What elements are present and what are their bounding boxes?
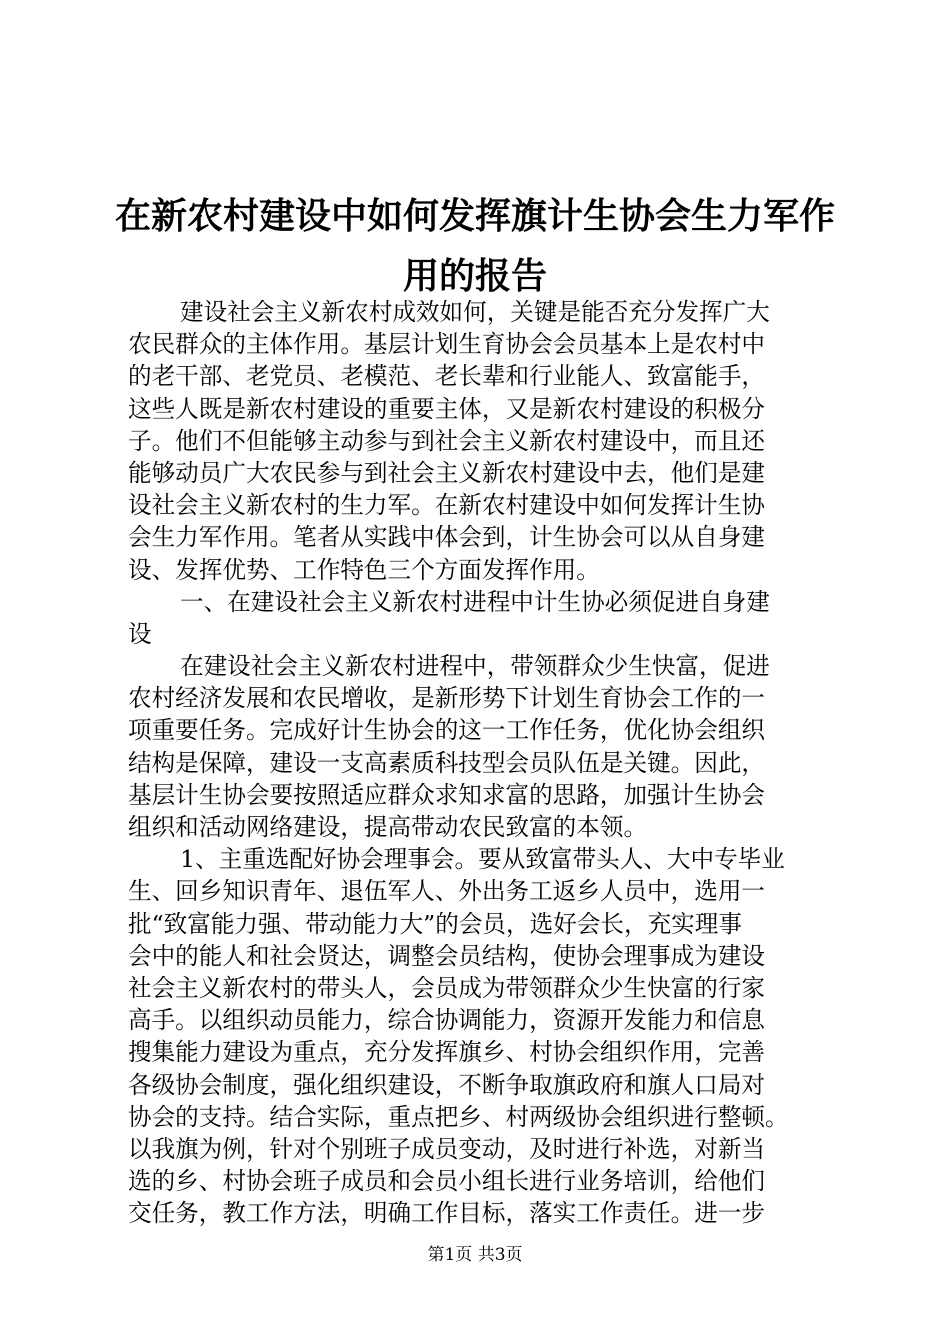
body-line: 1、主重选配好协会理事会。要从致富带头人、大中专毕业	[180, 845, 785, 874]
body-line: 社会主义新农村的带头人，会员成为带领群众少生快富的行家	[128, 973, 766, 1002]
section-heading-line: 设	[128, 619, 152, 648]
body-line: 设社会主义新农村的生力军。在新农村建设中如何发挥计生协	[128, 491, 766, 520]
body-line: 批“致富能力强、带动能力大”的会员，选好会长，充实理事	[128, 909, 742, 938]
body-line: 结构是保障，建设一支高素质科技型会员队伍是关键。因此，	[128, 748, 766, 777]
document-title-line-1: 在新农村建设中如何发挥旗计生协会生力军作	[114, 195, 835, 237]
body-line: 各级协会制度，强化组织建设，不断争取旗政府和旗人口局对	[128, 1070, 766, 1099]
body-line: 的老干部、老党员、老模范、老长辈和行业能人、致富能手，	[128, 362, 766, 391]
body-line: 协会的支持。结合实际，重点把乡、村两级协会组织进行整顿。	[128, 1102, 789, 1131]
body-line: 会中的能人和社会贤达，调整会员结构，使协会理事成为建设	[128, 941, 766, 970]
body-line: 组织和活动网络建设，提高带动农民致富的本领。	[128, 813, 648, 841]
body-line: 高手。以组织动员能力，综合协调能力，资源开发能力和信息	[128, 1006, 766, 1035]
section-heading-line: 一、在建设社会主义新农村进程中计生协必须促进自身建	[180, 587, 770, 616]
document-body	[128, 296, 848, 1229]
body-line: 会生力军作用。笔者从实践中体会到，计生协会可以从自身建	[128, 523, 766, 552]
body-line: 选的乡、村协会班子成员和会员小组长进行业务培训，给他们	[128, 1167, 766, 1196]
body-line: 生、回乡知识青年、退伍军人、外出务工返乡人员中，选用一	[128, 877, 766, 906]
body-line: 以我旗为例，针对个别班子成员变动，及时进行补选，对新当	[128, 1134, 766, 1163]
body-line: 子。他们不但能够主动参与到社会主义新农村建设中，而且还	[128, 426, 766, 455]
body-line: 项重要任务。完成好计生协会的这一工作任务，优化协会组织	[128, 716, 766, 745]
body-line: 建设社会主义新农村成效如何，关键是能否充分发挥广大	[180, 298, 770, 326]
body-line: 农民群众的主体作用。基层计划生育协会会员基本上是农村中	[128, 330, 766, 359]
body-line: 农村经济发展和农民增收，是新形势下计划生育协会工作的一	[128, 684, 766, 713]
page-number-footer: 第1页 共3页	[427, 1245, 523, 1265]
body-line: 能够动员广大农民参与到社会主义新农村建设中去，他们是建	[128, 458, 766, 487]
body-line: 在建设社会主义新农村进程中，带领群众少生快富，促进	[180, 652, 770, 681]
body-line: 交任务，教工作方法，明确工作目标，落实工作责任。进一步	[128, 1199, 766, 1228]
document-title-line-2: 用的报告	[402, 255, 547, 297]
body-line: 设、发挥优势、工作特色三个方面发挥作用。	[128, 555, 600, 584]
body-line: 搜集能力建设为重点，充分发挥旗乡、村协会组织作用，完善	[128, 1038, 766, 1067]
body-line: 这些人既是新农村建设的重要主体，又是新农村建设的积极分	[128, 394, 766, 423]
body-line: 基层计生协会要按照适应群众求知求富的思路，加强计生协会	[128, 780, 766, 809]
